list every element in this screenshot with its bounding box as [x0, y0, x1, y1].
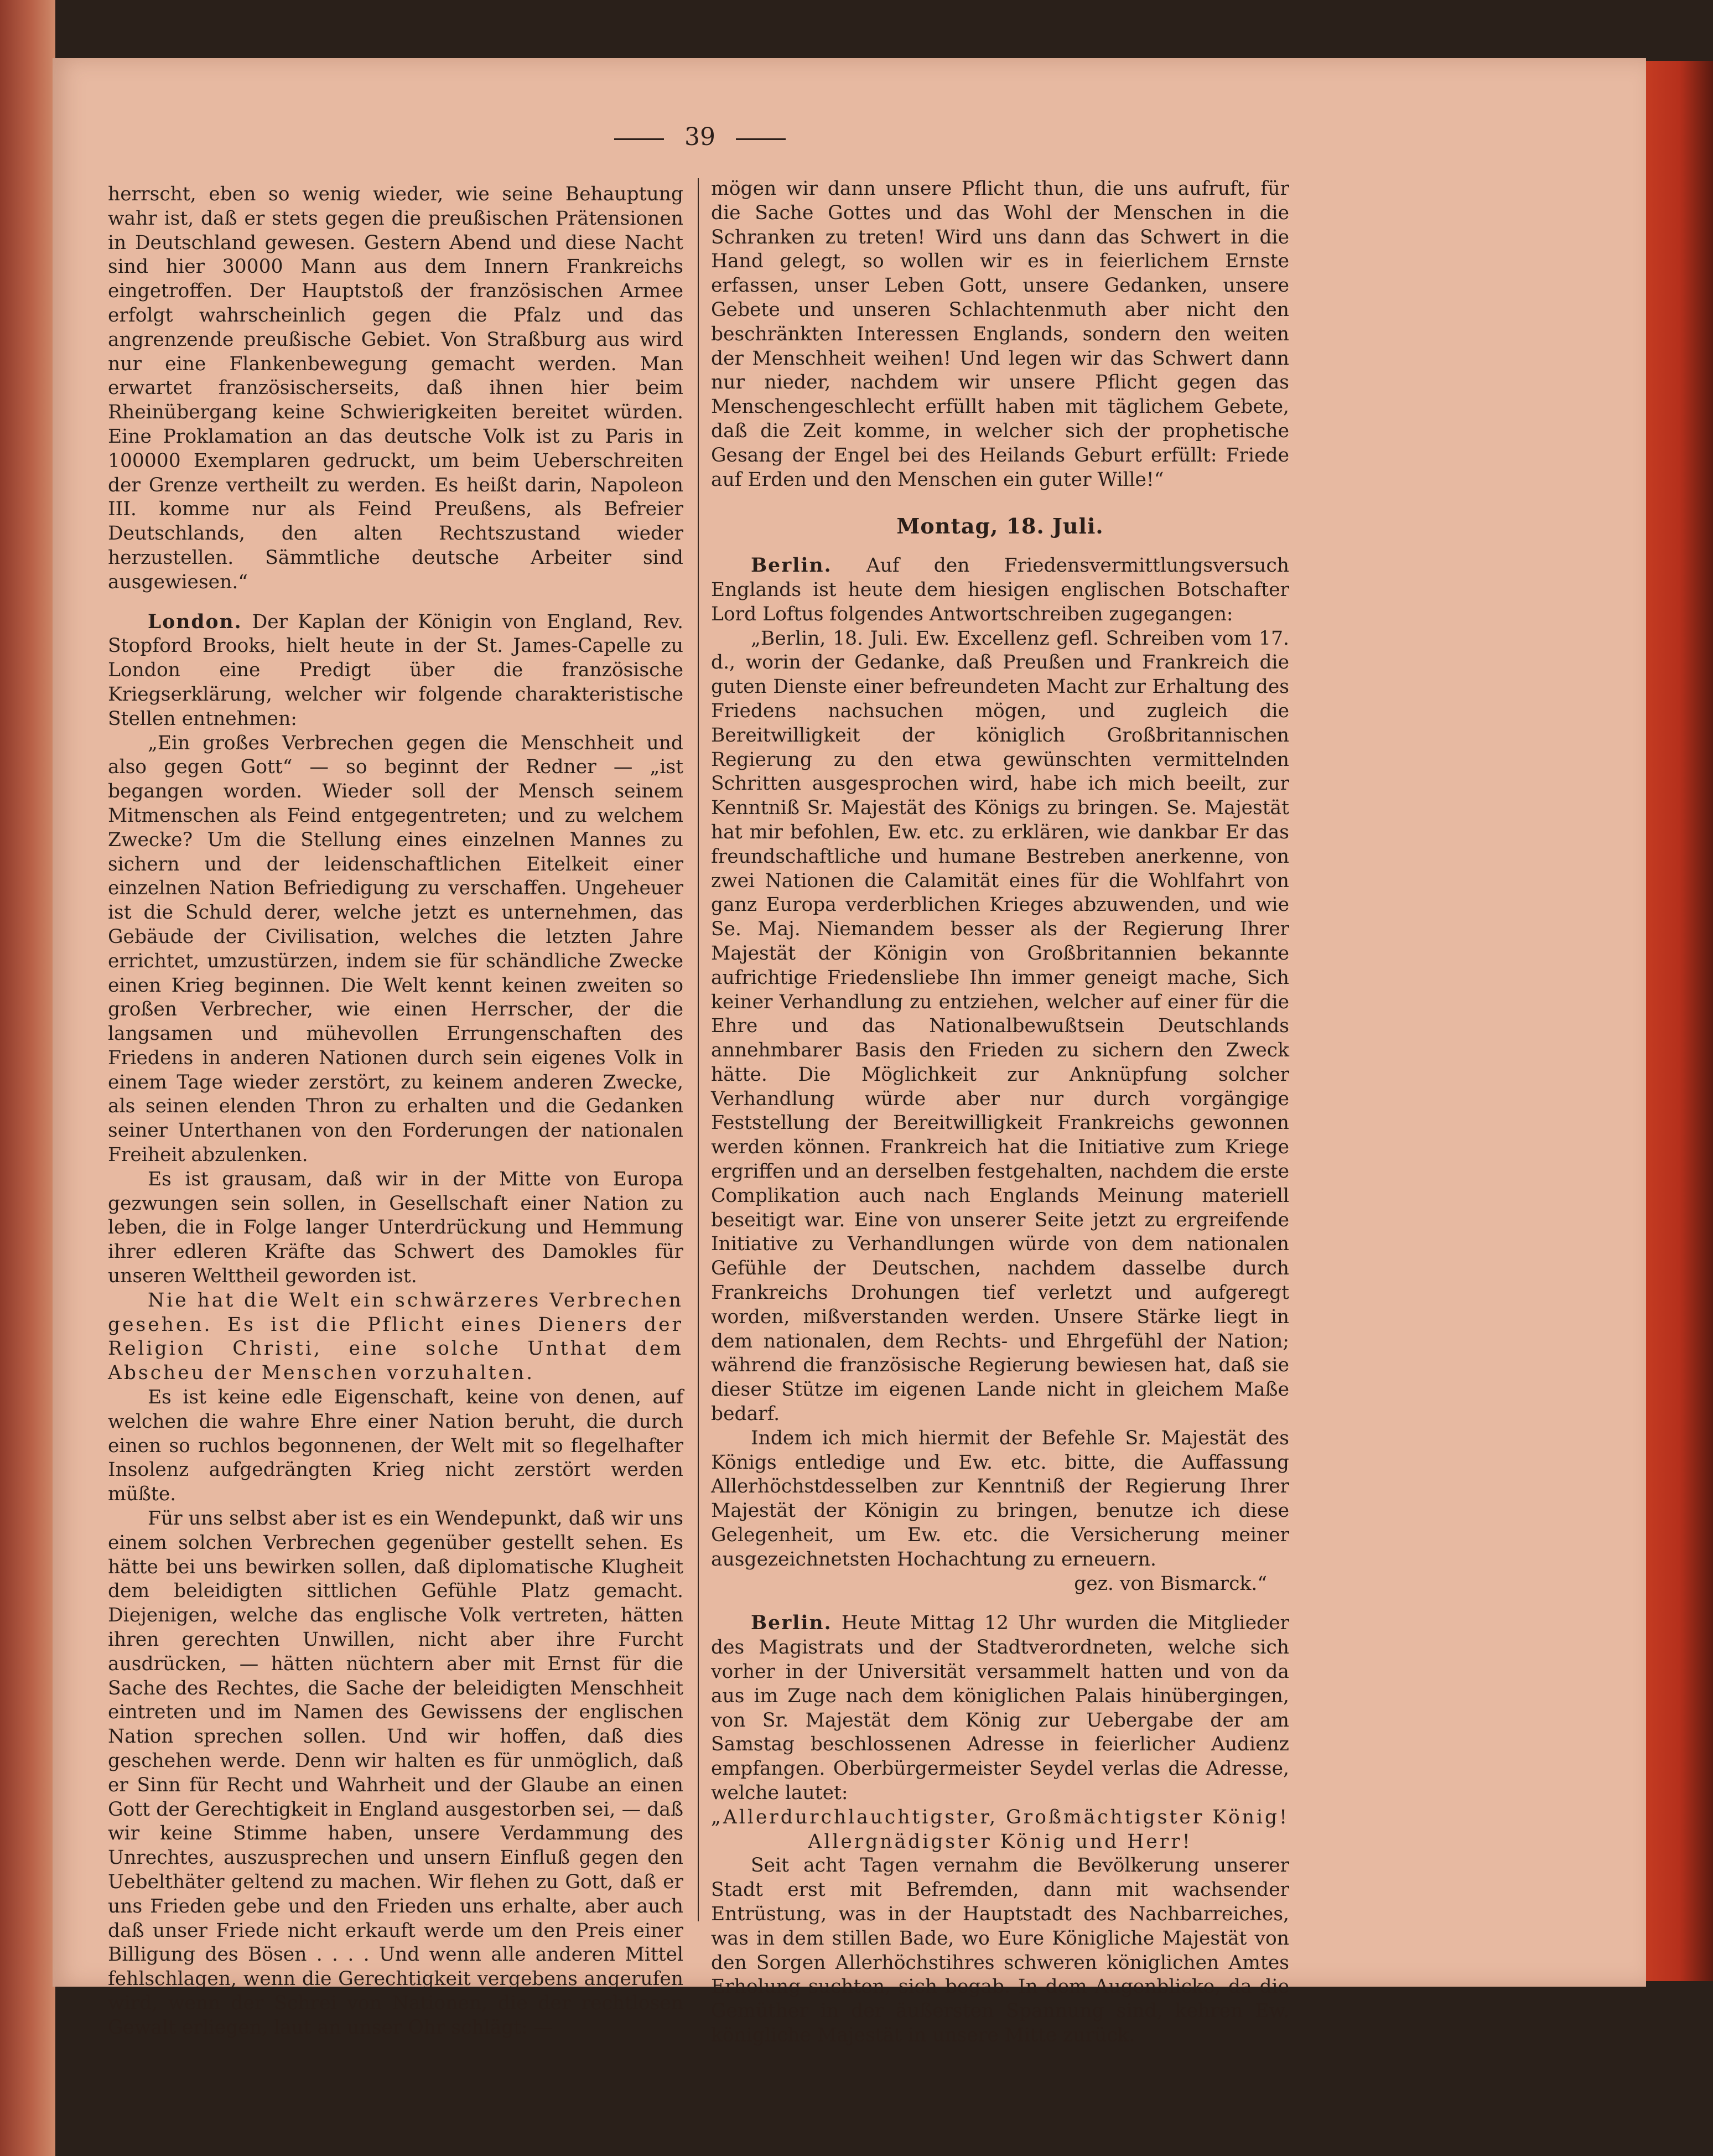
page-number-rule-right [736, 138, 786, 140]
berlin-1-text: Auf den Friedensvermittlungsversuch Englands ist heute dem hiesigen englischen Botschafter Lord Loftus folgendes Antwortschreiben zugegangen: [711, 554, 1289, 625]
paragraph-sermon-end: mögen wir dann unsere Pflicht thun, die uns aufruft, für die Sache Gottes und das Wohl der Menschen in die Schranken zu treten! Wird uns dann das Schwert in die Hand gelegt, so wollen wir es in feierlichem Ernste erfassen, unser Leben Gott, unsere Gedanken, unsere Gebete und unseren Schlachtenmuth aber nicht den beschränkten Interessen Englands, sondern den weiten der Menschheit weihen! Und legen wir das Schwert dann nur nieder, nachdem wir unsere Pflicht gegen das Menschengeschlecht erfüllt haben mit täglichem Gebete, daß die Zeit komme, in welcher sich der prophetische Gesang der Engel bei des Heilands Geburt erfüllt: Friede auf Erden und den Menschen ein guter Wille!“ [711, 178, 1289, 491]
address-salutation-1: „Allerdurchlauchtigster, Großmächtigster König! [711, 1806, 1290, 1828]
dateline-berlin-2: Berlin. [751, 1612, 832, 1635]
paragraph-berlin-2 [711, 1611, 1289, 1805]
london-text: Der Kaplan der Königin von England, Rev. Stopford Brooks, hielt heute in der St. James-Capelle zu London eine Predigt über die französische Kriegserklärung, welcher wir folgende charakteristische Stellen entnehmen: [108, 610, 684, 730]
column-divider [698, 178, 699, 1921]
paragraph-berlin-1 [711, 554, 1289, 626]
signature: gez. von Bismarck.“ [1074, 1572, 1267, 1595]
dateline-london: London. [148, 610, 242, 633]
right-column [711, 177, 1289, 2048]
page-number: 39 [684, 123, 715, 151]
sermon-paragraph-4: Es ist keine edle Eigenschaft, keine von denen, auf welchen die wahre Ehre einer Nation beruht, die durch einen so ruchlos begonnenen, der Welt mit so flegelhafter Insolenz aufgedrängten Krieg nicht zerstört werden müßte. [108, 1386, 683, 1506]
page-number-rule-left [614, 138, 664, 140]
sermon-paragraph-5: Für uns selbst aber ist es ein Wendepunkt, daß wir uns einem solchen Verbrechen gegenüber gestellt sehen. Es hätte bei uns bewirken sollen, daß diplomatische Klugheit dem beleidigten sittlichen Gefühle Platz gemacht. Diejenigen, welche das englische Volk vertreten, hätten ihren gerechten Unwillen, nicht aber ihre Furcht ausdrücken, — hätten nüchtern aber mit Ernst für die Sache des Rechtes, die Sache der beleidigten Menschheit eintreten und im Namen des Gewissens der englischen Nation sprechen sollen. Und wir hoffen, daß dies geschehen werde. Denn wir halten es für unmöglich, daß er Sinn für Recht und Wahrheit und der Glaube an einen Gott der Gerechtigkeit in England ausgestorben sei, — daß wir keine Stimme haben, unsere Verdammung des Unrechtes, auszusprechen und unsern Einfluß gegen den Uebelthäter geltend zu machen. Wir flehen zu Gott, daß er uns Frieden gebe und den Frieden uns erhalte, aber auch daß unser Friede nicht erkauft werde um den Preis einer Billigung des Bösen . . . . Und wenn alle anderen Mittel fehlschlagen, wenn die Gerechtigkeit vergebens angerufen wird, wenn der Schrei von Nationen, die der rechtlosen Gewalt erliegen, laut an unser Ohr schlägt: — [108, 1507, 683, 2039]
dateline-berlin-1: Berlin. [751, 554, 832, 577]
address-paragraph: Seit acht Tagen vernahm die Bevölkerung unserer Stadt erst mit Befremden, dann mit wachsender Entrüstung, was in der Hauptstadt des Nachbarreiches, was in dem stillen Bade, wo Eure Königliche Majestät von den Sorgen Allerhöchstihres schweren königlichen Amtes Erholung suchten, sich begab. In dem Augenblicke, da die Gemüther in der äußersten Spannung sind, kehren Ew. königliche Majestät in unsere Mitte zurück. [711, 1854, 1289, 2046]
paragraph-continuation: herrscht, eben so wenig wieder, wie seine Behauptung wahr ist, daß er stets gegen die preußischen Prätensionen in Deutschland gewesen. Gestern Abend und diese Nacht sind hier 30000 Mann aus dem Innern Frankreichs eingetroffen. Der Hauptstoß der französischen Armee erfolgt wahrscheinlich gegen die Pfalz und das angrenzende preußische Gebiet. Von Straßburg aus wird nur eine Flankenbewegung gemacht werden. Man erwartet französischerseits, daß ihnen hier beim Rheinübergang keine Schwierigkeiten bereitet würden. Eine Proklamation an das deutsche Volk ist zu Paris in 100000 Exemplaren gedruckt, um beim Ueberschreiten der Grenze vertheilt zu werden. Es heißt darin, Napoleon III. komme nur als Feind Preußens, als Befreier Deutschlands, den alten Rechtszustand wieder herzustellen. Sämmtliche deutsche Arbeiter sind ausgewiesen.“ [108, 183, 683, 593]
sermon-paragraph-2: Es ist grausam, daß wir in der Mitte von Europa gezwungen sein sollen, in Gesellschaft einer Nation zu leben, die in Folge langer Unterdrückung und Hemmung ihrer edleren Kräfte das Schwert des Damokles für unseren Welttheil geworden ist. [108, 1168, 683, 1288]
letter-paragraph-1: „Berlin, 18. Juli. Ew. Excellenz gefl. Schreiben vom 17. d., worin der Gedanke, daß Preußen und Frankreich die guten Dienste einer befreundeten Macht zur Erhaltung des Friedens nachsuchen mögen, und zugleich die Bereitwilligkeit der königlich Großbritannischen Regierung zu den etwa gewünschten vermittelnden Schritten ausgesprochen wird, habe ich mich beeilt, zur Kenntniß Sr. Majestät des Königs zu bringen. Se. Majestät hat mir befohlen, Ew. etc. zu erklären, wie dankbar Er das freundschaftliche und humane Bestreben anerkenne, von zwei Nationen die Calamität eines für die Wohlfahrt von ganz Europa verderblichen Krieges abzuwenden, und wie Se. Maj. Niemandem besser als der Regierung Ihrer Majestät der Königin von Großbritannien bekannte aufrichtige Friedensliebe Ihn immer geneigt mache, Sich keiner Verhandlung zu entziehen, welcher auf einer für die Ehre und das Nationalbewußtsein Deutschlands annehmbarer Basis den Frieden zu sichern den Zweck hätte. Die Möglichkeit zur Anknüpfung solcher Verhandlung würde aber nur durch vorgängige Feststellung der Bereitwilligkeit Frankreichs gewonnen werden können. Frankreich hat die Initiative zum Kriege ergriffen und an derselben festgehalten, nachdem die erste Complikation auch nach Englands Meinung materiell beseitigt war. Eine von unserer Seite jetzt zu ergreifende Initiative zu Verhandlungen würde von dem nationalen Gefühle der Deutschen, nachdem dasselbe durch Frankreichs Drohungen tief verletzt und aufgeregt worden, mißverstanden werden. Unsere Stärke liegt in dem nationalen, dem Rechts- und Ehrgefühl der Nation; während die französische Regierung bewiesen hat, daß sie dieser Stütze im eigenen Lande nicht in gleichem Maße bedarf. [711, 627, 1289, 1426]
berlin-2-text: Heute Mittag 12 Uhr wurden die Mitglieder des Magistrats und der Stadtverordneten, welche sich vorher in der Universität versammelt hatten und von da aus im Zuge nach dem königlichen Palais hinübergingen, von Sr. Majestät dem König zur Uebergabe der am Samstag beschlossenen Adresse in feierlicher Audienz empfangen. Oberbürgermeister Seydel verlas die Adresse, welche lautet: [711, 1612, 1289, 1804]
left-column [108, 183, 683, 2040]
paragraph-london [108, 610, 683, 732]
address-salutation-2: Allergnädigster König und Herr! [808, 1830, 1192, 1853]
letter-paragraph-2: Indem ich mich hiermit der Befehle Sr. Majestät des Königs entledige und Ew. etc. bitte, die Auffassung Allerhöchstdesselben zur Kenntniß der Regierung Ihrer Majestät der Königin zu bringen, benutze ich diese Gelegenheit, um Ew. etc. die Versicherung meiner ausgezeichnetsten Hochachtung zu erneuern. [711, 1427, 1289, 1571]
book-cover-left-edge [0, 0, 55, 2156]
sermon-paragraph-3: Nie hat die Welt ein schwärzeres Verbrechen gesehen. Es ist die Pflicht eines Dieners der Religion Christi, eine solche Unthat dem Abscheu der Menschen vorzuhalten. [108, 1289, 683, 1385]
date-heading: Montag, 18. Juli. [896, 514, 1104, 539]
sermon-paragraph-1: „Ein großes Verbrechen gegen die Menschheit und also gegen Gott“ — so beginnt der Redner — „ist begangen worden. Wieder soll der Mensch seinem Mitmenschen als Feind entgegentreten; und zu welchem Zwecke? Um die Stellung eines einzelnen Mannes zu sichern und der leidenschaftlichen Eitelkeit einer einzelnen Nation Befriedigung zu verschaffen. Ungeheuer ist die Schuld derer, welche jetzt es unternehmen, das Gebäude der Civilisation, welches die letzten Jahre errichtet, umzustürzen, indem sie für schändliche Zwecke einen Krieg beginnen. Die Welt kennt keinen zweiten so großen Verbrecher, wie einen Herrscher, der die langsamen und mühevollen Errungenschaften des Friedens in anderen Nationen durch sein eigenes Volk in einem Tage wieder zerstört, zu keinem anderen Zwecke, als seinen elenden Thron zu erhalten und die Gedanken seiner Unterthanen von den Forderungen der nationalen Freiheit abzulenken. [108, 732, 683, 1167]
book-cover-right-edge [1646, 61, 1713, 1981]
